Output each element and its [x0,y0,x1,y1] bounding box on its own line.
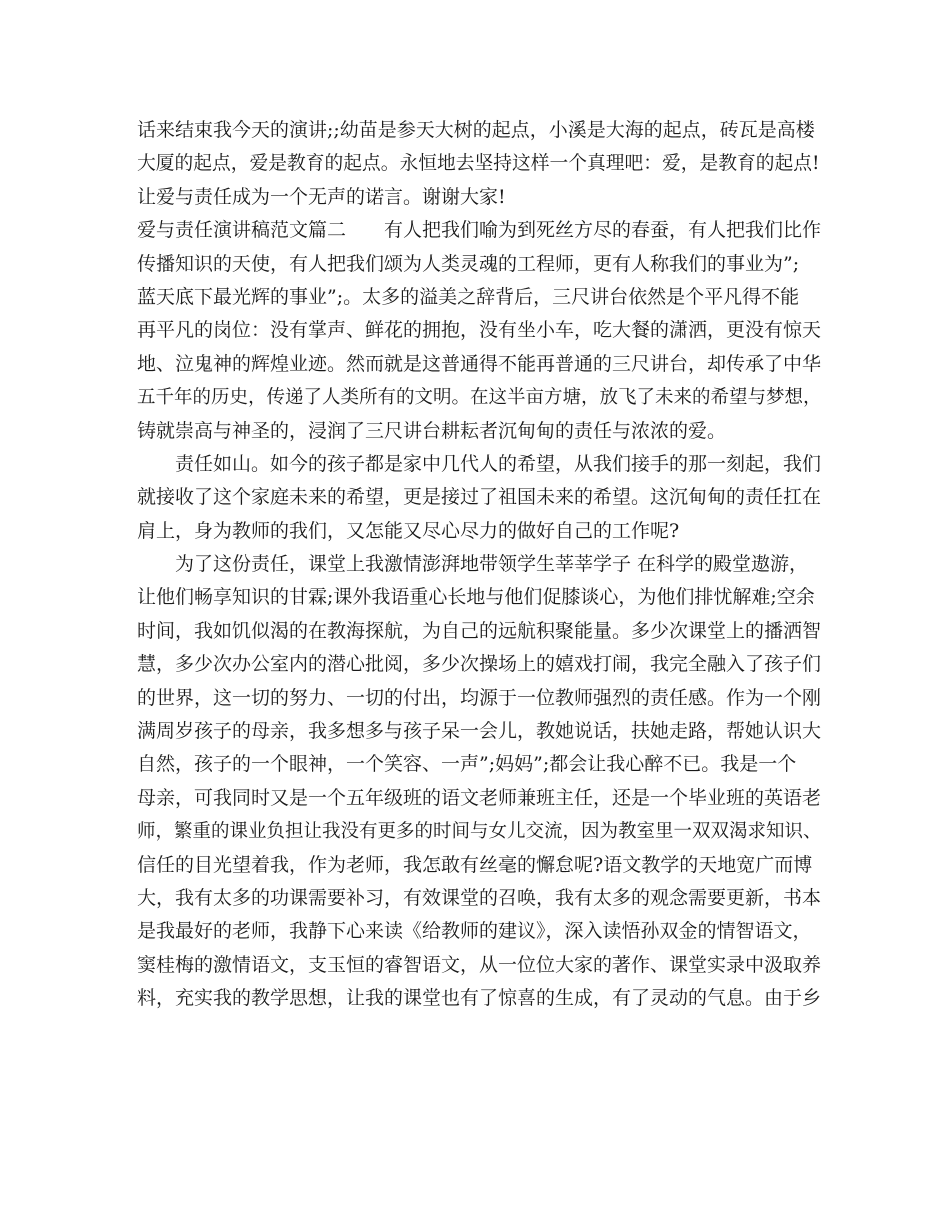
text-line: 窦桂梅的激情语文，支玉恒的睿智语文，从一位位大家的著作、课堂实录中汲取养 [137,953,822,976]
text-line: 自然，孩子的一个眼神，一个笑容、一声”;妈妈”;都会让我心醉不已。我是一个 [137,753,797,776]
text-line: 肩上，身为教师的我们，又怎能又尽心尽力的做好自己的工作呢? [137,519,680,542]
text-line: 责任如山。如今的孩子都是家中几代人的希望，从我们接手的那一刻起，我们 [137,452,822,475]
text-line: 话来结束我今天的演讲;;幼苗是参天大树的起点，小溪是大海的起点，砖瓦是高楼 [137,119,815,141]
text-line: 铸就崇高与神圣的，浸润了三尺讲台耕耘者沉甸甸的责任与浓浓的爱。 [137,419,727,442]
text-line: 料，充实我的教学思想，让我的课堂也有了惊喜的生成，有了灵动的气息。由于乡 [137,987,822,1010]
body-text [137,114,827,1016]
text-line: 就接收了这个家庭未来的希望，更是接过了祖国未来的希望。这沉甸甸的责任扛在 [137,486,822,509]
text-line: 大，我有太多的功课需要补习，有效课堂的召唤，我有太多的观念需要更新，书本 [137,886,822,909]
text-line: 慧，多少次办公室内的潜心批阅，多少次操场上的嬉戏打闹，我完全融入了孩子们 [137,653,822,676]
text-line: 师，繁重的课业负担让我没有更多的时间与女儿交流，因为教室里一双双渴求知识、 [137,821,822,843]
text-line: 母亲，可我同时又是一个五年级班的语文老师兼班主任，还是一个毕业班的英语老 [137,786,822,809]
text-line: 时间，我如饥似渴的在教海探航，为自己的远航积聚能量。多少次课堂上的播洒智 [137,619,822,642]
text-line: 再平凡的岗位：没有掌声、鲜花的拥抱，没有坐小车，吃大餐的潇洒，更没有惊天 [137,319,822,342]
text-line: 爱与责任演讲稿范文篇二 有人把我们喻为到死丝方尽的春蚕，有人把我们比作 [137,219,822,242]
text-line: 是我最好的老师，我静下心来读《给教师的建议》，深入读悟孙双金的情智语文， [137,920,812,943]
text-line: 满周岁孩子的母亲，我多想多与孩子呆一会儿，教她说话，扶她走路，帮她认识大 [137,720,822,743]
text-line: 传播知识的天使，有人把我们颂为人类灵魂的工程师，更有人称我们的事业为”; [137,252,800,275]
text-line: 为了这份责任，课堂上我激情澎湃地带领学生莘莘学子 在科学的殿堂遨游， [137,553,809,576]
text-line: 五千年的历史，传递了人类所有的文明。在这半亩方塘，放飞了未来的希望与梦想， [137,387,822,409]
text-line: 蓝天底下最光辉的事业”;。太多的溢美之辞背后，三尺讲台依然是个平凡得不能 [137,285,800,308]
text-line: 信任的目光望着我，作为老师，我怎敢有丝毫的懈怠呢?语文教学的天地宽广而博 [137,853,813,876]
text-line: 让爱与责任成为一个无声的诺言。谢谢大家! [137,185,506,208]
text-line: 让他们畅享知识的甘霖;课外我语重心长地与他们促膝谈心，为他们排忧解难;空余 [137,586,815,609]
text-line: 的世界，这一切的努力、一切的付出，均源于一位教师强烈的责任感。作为一个刚 [137,686,822,709]
text-line: 地、泣鬼神的辉煌业迹。然而就是这普通得不能再普通的三尺讲台，却传承了中华 [137,352,822,375]
text-line: 大厦的起点，爱是教育的起点。永恒地去坚持这样一个真理吧：爱，是教育的起点! [137,153,820,175]
